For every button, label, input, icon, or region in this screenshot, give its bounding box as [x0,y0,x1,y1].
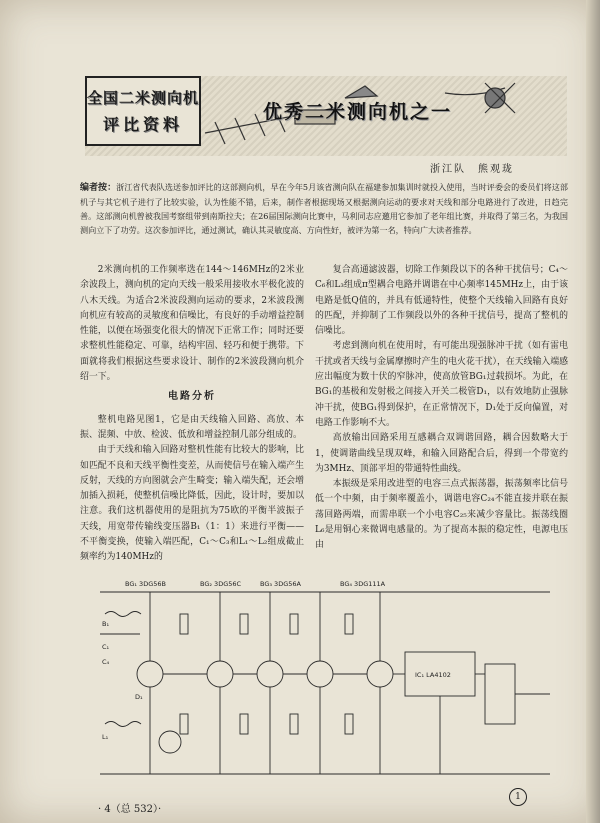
schematic-label: BG₂ 3DG56C [200,580,242,588]
transistor-symbol [367,661,393,687]
transistor-bg1-symbol [137,661,163,687]
figure-number-badge: 1 [509,788,527,806]
schematic-label: C₁ [102,643,110,651]
transistor-symbol [207,661,233,687]
series-title-line2: 评比资料 [102,115,183,134]
page-number: · 4（总 532）· [98,804,162,815]
section-heading: 电路分析 [168,391,216,403]
series-title-box [85,76,201,146]
schematic-label: BG₃ 3DG56A [260,580,301,588]
editor-note-text: 浙江省代表队选送参加评比的这部测向机，早在今年5月该省测向队在福建参加集训时就投入使用，当时评委会的委员们将这部机子与其它机子进行了比较实验，认为性能不错，后来，制作者根据现场又根据测向运动的要求对天线和部分电路进行了改进，日趋完善。这部测向机曾被我国考察组带到南斯拉夫；在26届国际测向比赛中，马利同志应邀用它参加了老年组比赛，并取得了第三名，为我国测向立下了功劳。这次参加评比，通过测试，确认其灵敏度高、方向性好，被评为第一名，特向广大读者推荐。 [80,182,568,235]
editor-note [80,180,568,237]
page-spine-shadow [586,0,600,823]
paragraph: 本振级是采用改进型的电容三点式振荡器，振荡频率比信号低一个中频，由于频率覆盖小，调谐电容C₂₄不能直接并联在振荡回路两端，而需串联一个小电容C₂₅来减少容量比。振荡线圈L₆是用铜心来微调电感量的。为了提高本振的稳定性，电源电压由 [315,479,568,551]
transistor-symbol [257,661,283,687]
paragraph: 整机电路见图1，它是由天线输入回路、高放、本振、混频、中放、检波、低放和增益控制几部分组成的。 [80,414,304,440]
right-column [315,263,568,554]
paragraph: 考虑到测向机在使用时，有可能出现强脉冲干扰（如有雷电干扰或者天线与金属摩擦时产生的电火花干扰），在天线输入端感应出幅度为数十伏的窄脉冲，使高放管BG₁过载损坏。为此，在BG₁的基极和发射极之间接入开关二极管D₁，以有效地防止强脉冲干扰，使BG₁得到保护，在正常情况下，D₁处于反向偏置，对电路工作影响不大。 [315,341,568,428]
schematic-label: C₄ [102,658,110,666]
schematic-label: BG₁ 3DG56B [125,580,166,588]
paragraph: 2米测向机的工作频率选在144～146MHz的2米业余波段上，测向机的定向天线一般采用接收水平极化波的八木天线。为适合2米波段测向运动的要求，2米波段测向机应有较高的灵敏度和信噪比，有良好的手动增益控制性能，以便在场强变化很大的情况下正常工作；同时还要求整机性能稳定、可靠，结构牢固、轻巧和便于携带。下面就将我们根据这些要求设计、制作的2米波段测向机介绍一下。 [80,265,304,383]
schematic-label: BG₄ 3DG111A [340,580,386,588]
article-title: 优秀二米测向机之一 [263,101,453,123]
schematic-label: D₁ [135,693,143,701]
series-title-line1: 全国二米测向机 [87,89,200,107]
author-line: 浙江队 熊观珑 [430,164,514,175]
paragraph: 由于天线和输入回路对整机性能有比较大的影响，比如匹配不良和天线平衡性变差，从而使信号在输入端产生反射，天线的方向图就会产生畸变；输入端失配，还会增加插入损耗，使整机信噪比降低，因此，设计时，要加以注意。我们这机器使用的是阻抗为75欧的平衡半波振子天线，用宽带传输线变压器B₁（1：1）来进行平衡——不平衡变换，使输入端匹配，C₁～C₃和L₁～L₂组成截止频率约为140MHz的 [80,445,304,563]
transistor-symbol [307,661,333,687]
circuit-schematic [80,574,570,802]
paragraph: 复合高通滤波器，切除工作频段以下的各种干扰信号；C₄～C₆和L₃组成π型耦合电路并调谐在中心频率145MHz上，由于该电路是低Q值的，并具有低通特性，使整个天线输入回路有良好的匹配，并抑制了工作频段以外的各种干扰信号，提高了整机的信噪比。 [315,265,568,337]
schematic-label: L₁ [102,733,109,741]
paragraph: 高放输出回路采用互感耦合双调谐回路，耦合因数略大于1，使调谐曲线呈现双峰，和输入回路配合后，得到一个带宽约为3MHz、顶部平坦的带通特性曲线。 [315,433,568,474]
transformer-symbol [485,664,515,724]
transistor-symbol [159,731,181,753]
editor-note-label: 编者按： [80,183,117,193]
schematic-label: B₁ [102,620,110,628]
left-column [80,263,304,566]
schematic-label: IC₁ LA4102 [415,671,451,679]
